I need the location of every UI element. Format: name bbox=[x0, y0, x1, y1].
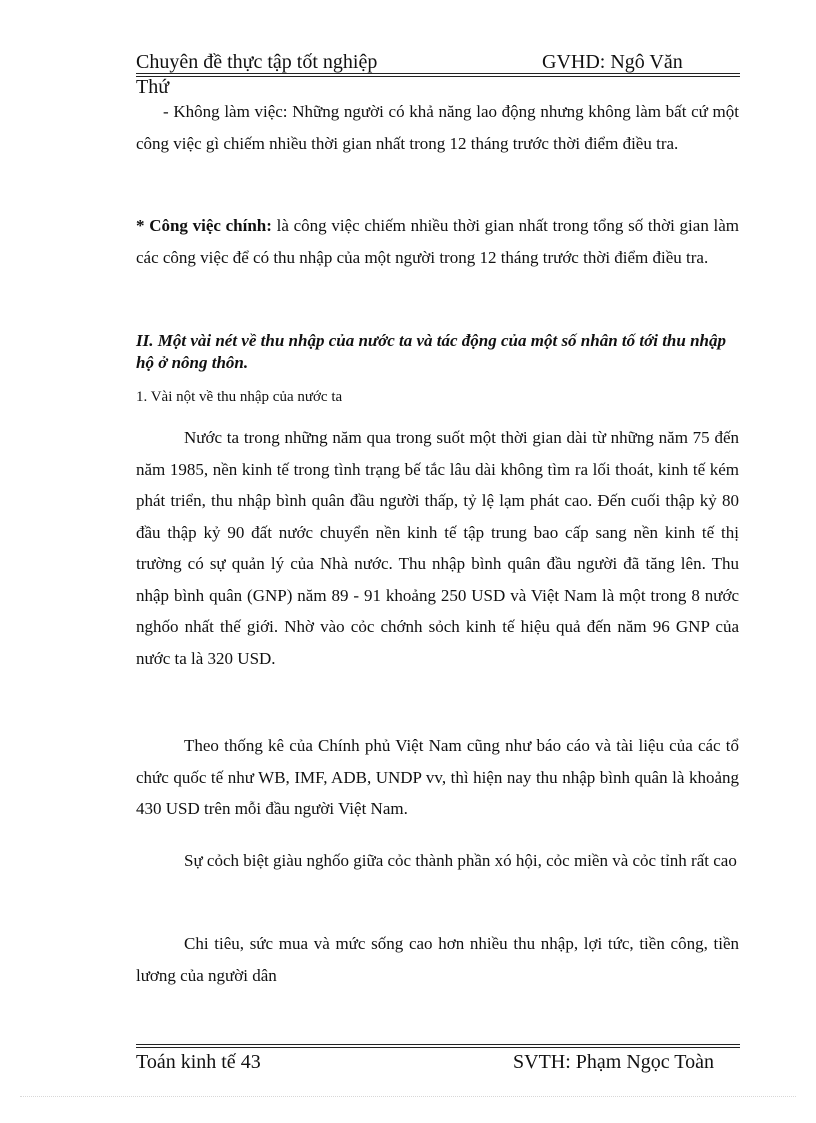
header-title-right: GVHD: Ngô Văn bbox=[542, 51, 683, 73]
footer-rule-bottom bbox=[136, 1047, 740, 1048]
header-title-left: Chuyên đề thực tập tốt nghiệp bbox=[136, 51, 378, 73]
paragraph-main-work bbox=[136, 210, 739, 273]
paragraph-income-history: Nước ta trong những năm qua trong suốt một thời gian dài từ những năm 75 đến năm 1985, nền kinh tế trong tình trạng bế tắc lâu dài không tìm ra lối thoát, kinh tế kém phát triển, thu nhập bình quân đầu người thấp, tỷ lệ lạm phát cao. Đến cuối thập kỷ 80 đầu thập kỷ 90 đất nước chuyển nền kinh tế tập trung bao cấp sang nền kinh tế thị trường có sự quản lý của Nhà nước. Thu nhập bình quân đầu người đã tăng lên. Thu nhập bình quân (GNP) năm 89 - 91 khoảng 250 USD và Việt Nam là một trong 8 nước nghốo nhất thế giới. Nhờ vào cỏc chớnh sỏch kinh tế hiệu quả đến năm 96 GNP của nước ta là 320 USD. bbox=[136, 428, 739, 668]
main-work-text: là công việc chiếm nhiều thời gian nhất trong tổng số thời gian làm các công việc để có thu nhập của một người trong 12 tháng trước thời điểm điều tra. bbox=[136, 216, 740, 267]
section-heading: II. Một vài nét về thu nhập của nước ta và tác động của một số nhân tố tới thu nhập hộ ở nông thôn. bbox=[136, 331, 727, 372]
paragraph-spending: Chi tiêu, sức mua và mức sống cao hơn nhiều thu nhập, lợi tức, tiền công, tiền lương của người dân bbox=[136, 934, 739, 985]
header-rule-top bbox=[136, 73, 740, 74]
footer-text-right: SVTH: Phạm Ngọc Toàn bbox=[513, 1051, 714, 1073]
footer-rule-top bbox=[136, 1044, 740, 1045]
page-bottom-divider bbox=[20, 1096, 796, 1097]
paragraph-statistics: Theo thống kê của Chính phủ Việt Nam cũng như báo cáo và tài liệu của các tổ chức quốc tế như WB, IMF, ADB, UNDP vv, thì hiện nay thu nhập bình quân là khoảng 430 USD trên mỗi đầu người Việt Nam. bbox=[136, 736, 739, 818]
header-wrap-text: Thứ bbox=[136, 76, 170, 98]
paragraph-not-working: - Không làm việc: Những người có khả năng lao động nhưng không làm bất cứ một công việc gì chiếm nhiều thời gian nhất trong 12 tháng trước thời điểm điều tra. bbox=[136, 102, 739, 153]
main-work-label: * Công việc chính: bbox=[136, 216, 272, 235]
paragraph-wealth-gap: Sự cỏch biệt giàu nghốo giữa cỏc thành phần xó hội, cỏc miền và cỏc tỉnh rất cao bbox=[184, 851, 737, 870]
sub-heading: 1. Vài nột về thu nhập của nước ta bbox=[136, 389, 343, 405]
footer-text-left: Toán kinh tế 43 bbox=[136, 1051, 261, 1073]
header-rule-bottom bbox=[136, 76, 740, 77]
